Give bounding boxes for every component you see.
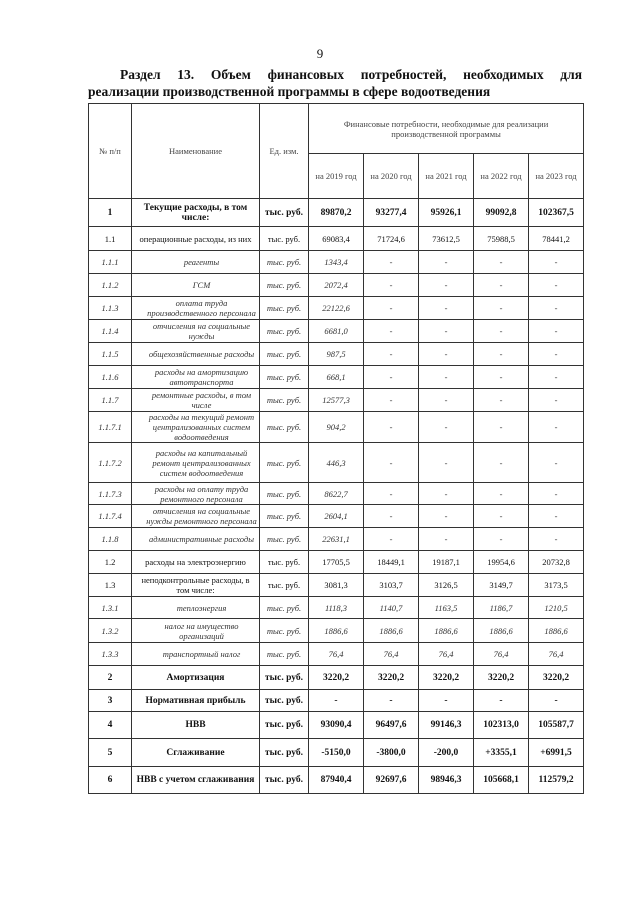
row-value: - bbox=[364, 412, 419, 443]
header-year: на 2019 год bbox=[309, 154, 364, 199]
row-value: - bbox=[474, 343, 529, 366]
row-name: административные расходы bbox=[132, 528, 260, 551]
row-value: - bbox=[529, 343, 584, 366]
row-value: 69083,4 bbox=[309, 227, 364, 251]
row-value: 1118,3 bbox=[309, 597, 364, 619]
row-unit: тыс. руб. bbox=[260, 574, 309, 597]
row-value: - bbox=[529, 528, 584, 551]
row-number: 5 bbox=[89, 739, 132, 767]
row-value: 1886,6 bbox=[309, 619, 364, 643]
row-unit: тыс. руб. bbox=[260, 619, 309, 643]
row-number: 1.1.2 bbox=[89, 274, 132, 297]
row-number: 1.1.4 bbox=[89, 320, 132, 343]
row-value: 3149,7 bbox=[474, 574, 529, 597]
row-value: 1186,7 bbox=[474, 597, 529, 619]
row-unit: тыс. руб. bbox=[260, 320, 309, 343]
row-value: 3103,7 bbox=[364, 574, 419, 597]
table-row bbox=[89, 619, 584, 643]
row-value: - bbox=[474, 320, 529, 343]
row-value: - bbox=[529, 274, 584, 297]
row-number: 1.1.7.4 bbox=[89, 505, 132, 528]
row-value: - bbox=[419, 412, 474, 443]
row-value: - bbox=[474, 690, 529, 712]
row-unit: тыс. руб. bbox=[260, 274, 309, 297]
row-value: - bbox=[474, 274, 529, 297]
row-value: 96497,6 bbox=[364, 712, 419, 739]
row-unit: тыс. руб. bbox=[260, 767, 309, 794]
row-number: 1.1.1 bbox=[89, 251, 132, 274]
row-value: 78441,2 bbox=[529, 227, 584, 251]
row-number: 4 bbox=[89, 712, 132, 739]
row-value: - bbox=[474, 389, 529, 412]
table-row bbox=[89, 251, 584, 274]
row-value: 3126,5 bbox=[419, 574, 474, 597]
table-row bbox=[89, 443, 584, 483]
row-number: 1.1.7.1 bbox=[89, 412, 132, 443]
table-row bbox=[89, 690, 584, 712]
row-value: 1163,5 bbox=[419, 597, 474, 619]
row-value: 102367,5 bbox=[529, 199, 584, 227]
row-name: НВВ bbox=[132, 712, 260, 739]
row-value: - bbox=[419, 690, 474, 712]
row-value: - bbox=[309, 690, 364, 712]
row-unit: тыс. руб. bbox=[260, 597, 309, 619]
header-year: на 2020 год bbox=[364, 154, 419, 199]
row-value: 22631,1 bbox=[309, 528, 364, 551]
row-value: - bbox=[529, 690, 584, 712]
row-value: - bbox=[364, 251, 419, 274]
row-unit: тыс. руб. bbox=[260, 443, 309, 483]
row-name: общехозяйственные расходы bbox=[132, 343, 260, 366]
row-value: 112579,2 bbox=[529, 767, 584, 794]
financial-needs-table bbox=[88, 103, 584, 794]
row-value: - bbox=[419, 483, 474, 505]
row-value: 89870,2 bbox=[309, 199, 364, 227]
row-value: 99092,8 bbox=[474, 199, 529, 227]
row-value: 76,4 bbox=[309, 643, 364, 666]
row-value: 18449,1 bbox=[364, 551, 419, 574]
row-name: неподконтрольные расходы, в том числе: bbox=[132, 574, 260, 597]
row-value: -5150,0 bbox=[309, 739, 364, 767]
row-unit: тыс. руб. bbox=[260, 739, 309, 767]
row-name: расходы на оплату труда ремонтного персонала bbox=[132, 483, 260, 505]
row-value: 71724,6 bbox=[364, 227, 419, 251]
row-name: теплоэнергия bbox=[132, 597, 260, 619]
row-unit: тыс. руб. bbox=[260, 712, 309, 739]
row-value: - bbox=[474, 505, 529, 528]
row-unit: тыс. руб. bbox=[260, 389, 309, 412]
row-number: 1.3 bbox=[89, 574, 132, 597]
header-year: на 2023 год bbox=[529, 154, 584, 199]
row-value: - bbox=[419, 389, 474, 412]
row-value: 3220,2 bbox=[364, 666, 419, 690]
row-value: - bbox=[364, 366, 419, 389]
row-unit: тыс. руб. bbox=[260, 528, 309, 551]
row-value: - bbox=[364, 389, 419, 412]
header-year: на 2021 год bbox=[419, 154, 474, 199]
table-row bbox=[89, 320, 584, 343]
row-value: - bbox=[474, 483, 529, 505]
row-value: - bbox=[364, 528, 419, 551]
row-value: 8622,7 bbox=[309, 483, 364, 505]
row-value: 99146,3 bbox=[419, 712, 474, 739]
row-unit: тыс. руб. bbox=[260, 551, 309, 574]
table-row bbox=[89, 767, 584, 794]
table-row bbox=[89, 597, 584, 619]
header-financial-needs: Финансовые потребности, необходимые для реализации производственной программы bbox=[309, 104, 584, 154]
row-name: операционные расходы, из них bbox=[132, 227, 260, 251]
row-name: расходы на текущий ремонт централизованных систем водоотведения bbox=[132, 412, 260, 443]
row-unit: тыс. руб. bbox=[260, 251, 309, 274]
row-number: 6 bbox=[89, 767, 132, 794]
row-value: 98946,3 bbox=[419, 767, 474, 794]
row-value: - bbox=[419, 297, 474, 320]
row-value: 987,5 bbox=[309, 343, 364, 366]
row-name: расходы на амортизацию автотранспорта bbox=[132, 366, 260, 389]
row-value: 6681,0 bbox=[309, 320, 364, 343]
row-value: 76,4 bbox=[474, 643, 529, 666]
table-row bbox=[89, 712, 584, 739]
row-value: 92697,6 bbox=[364, 767, 419, 794]
row-number: 1.1.7.3 bbox=[89, 483, 132, 505]
row-value: 105668,1 bbox=[474, 767, 529, 794]
row-value: -3800,0 bbox=[364, 739, 419, 767]
row-number: 2 bbox=[89, 666, 132, 690]
row-value: - bbox=[529, 389, 584, 412]
row-value: 76,4 bbox=[419, 643, 474, 666]
row-value: - bbox=[419, 528, 474, 551]
row-number: 1.1 bbox=[89, 227, 132, 251]
row-unit: тыс. руб. bbox=[260, 199, 309, 227]
section-title-line-2: реализации производственной программы в сфере водоотведения bbox=[88, 84, 491, 99]
table-row bbox=[89, 483, 584, 505]
row-value: - bbox=[474, 366, 529, 389]
row-value: 904,2 bbox=[309, 412, 364, 443]
row-value: 76,4 bbox=[364, 643, 419, 666]
row-name: транспортный налог bbox=[132, 643, 260, 666]
row-value: - bbox=[419, 505, 474, 528]
row-value: 3173,5 bbox=[529, 574, 584, 597]
table-row bbox=[89, 297, 584, 320]
table-row bbox=[89, 389, 584, 412]
row-value: 76,4 bbox=[529, 643, 584, 666]
row-number: 1.1.7.2 bbox=[89, 443, 132, 483]
row-value: 87940,4 bbox=[309, 767, 364, 794]
row-name: Амортизация bbox=[132, 666, 260, 690]
row-value: 1210,5 bbox=[529, 597, 584, 619]
table-row bbox=[89, 343, 584, 366]
row-value: - bbox=[364, 505, 419, 528]
row-name: реагенты bbox=[132, 251, 260, 274]
row-value: - bbox=[364, 690, 419, 712]
row-name: Текущие расходы, в том числе: bbox=[132, 199, 260, 227]
row-value: 2604,1 bbox=[309, 505, 364, 528]
row-value: - bbox=[364, 274, 419, 297]
row-value: - bbox=[474, 528, 529, 551]
row-value: 1886,6 bbox=[364, 619, 419, 643]
row-number: 3 bbox=[89, 690, 132, 712]
row-value: +3355,1 bbox=[474, 739, 529, 767]
table-row bbox=[89, 505, 584, 528]
row-value: - bbox=[529, 412, 584, 443]
row-value: - bbox=[419, 274, 474, 297]
row-value: 105587,7 bbox=[529, 712, 584, 739]
row-value: +6991,5 bbox=[529, 739, 584, 767]
row-value: 20732,8 bbox=[529, 551, 584, 574]
row-value: 12577,3 bbox=[309, 389, 364, 412]
row-unit: тыс. руб. bbox=[260, 666, 309, 690]
row-value: 19954,6 bbox=[474, 551, 529, 574]
row-name: расходы на капитальный ремонт централизованных систем водоотведения bbox=[132, 443, 260, 483]
table-row bbox=[89, 574, 584, 597]
row-value: 3220,2 bbox=[474, 666, 529, 690]
table-row bbox=[89, 643, 584, 666]
row-number: 1.1.7 bbox=[89, 389, 132, 412]
row-value: 3220,2 bbox=[529, 666, 584, 690]
row-value: - bbox=[529, 251, 584, 274]
row-number: 1.3.2 bbox=[89, 619, 132, 643]
row-value: - bbox=[364, 320, 419, 343]
row-value: - bbox=[364, 343, 419, 366]
row-value: 2072,4 bbox=[309, 274, 364, 297]
row-value: - bbox=[419, 251, 474, 274]
table-row bbox=[89, 227, 584, 251]
row-value: - bbox=[529, 505, 584, 528]
row-unit: тыс. руб. bbox=[260, 227, 309, 251]
row-unit: тыс. руб. bbox=[260, 690, 309, 712]
row-value: -200,0 bbox=[419, 739, 474, 767]
row-value: - bbox=[474, 297, 529, 320]
table-row bbox=[89, 412, 584, 443]
row-value: 3081,3 bbox=[309, 574, 364, 597]
row-value: - bbox=[529, 320, 584, 343]
row-value: 1140,7 bbox=[364, 597, 419, 619]
table-row bbox=[89, 366, 584, 389]
row-value: - bbox=[419, 320, 474, 343]
row-value: 75988,5 bbox=[474, 227, 529, 251]
page-number: 9 bbox=[316, 46, 324, 61]
row-value: 93277,4 bbox=[364, 199, 419, 227]
header-name: Наименование bbox=[132, 104, 260, 199]
row-number: 1 bbox=[89, 199, 132, 227]
row-unit: тыс. руб. bbox=[260, 483, 309, 505]
row-value: 17705,5 bbox=[309, 551, 364, 574]
row-value: 1886,6 bbox=[529, 619, 584, 643]
row-number: 1.1.3 bbox=[89, 297, 132, 320]
row-value: - bbox=[419, 366, 474, 389]
row-value: 446,3 bbox=[309, 443, 364, 483]
row-value: - bbox=[364, 443, 419, 483]
table-row bbox=[89, 666, 584, 690]
row-value: 1343,4 bbox=[309, 251, 364, 274]
row-value: 668,1 bbox=[309, 366, 364, 389]
row-unit: тыс. руб. bbox=[260, 343, 309, 366]
row-value: - bbox=[364, 297, 419, 320]
section-title-line-1: Раздел 13. Объем финансовых потребностей, необходимых для bbox=[120, 67, 582, 82]
row-name: НВВ с учетом сглаживания bbox=[132, 767, 260, 794]
row-unit: тыс. руб. bbox=[260, 297, 309, 320]
section-title bbox=[88, 66, 582, 100]
row-value: - bbox=[529, 443, 584, 483]
row-unit: тыс. руб. bbox=[260, 643, 309, 666]
row-number: 1.1.8 bbox=[89, 528, 132, 551]
table-row bbox=[89, 551, 584, 574]
row-name: расходы на электроэнергию bbox=[132, 551, 260, 574]
table-row bbox=[89, 199, 584, 227]
row-name: ГСМ bbox=[132, 274, 260, 297]
row-unit: тыс. руб. bbox=[260, 505, 309, 528]
row-value: 73612,5 bbox=[419, 227, 474, 251]
row-number: 1.2 bbox=[89, 551, 132, 574]
row-name: ремонтные расходы, в том числе bbox=[132, 389, 260, 412]
row-name: налог на имущество организаций bbox=[132, 619, 260, 643]
row-name: оплата труда производственного персонала bbox=[132, 297, 260, 320]
table-row bbox=[89, 739, 584, 767]
row-name: отчисления на социальные нужды bbox=[132, 320, 260, 343]
row-value: - bbox=[474, 251, 529, 274]
row-value: 1886,6 bbox=[419, 619, 474, 643]
row-value: 22122,6 bbox=[309, 297, 364, 320]
row-number: 1.1.6 bbox=[89, 366, 132, 389]
row-value: 3220,2 bbox=[309, 666, 364, 690]
row-value: - bbox=[529, 297, 584, 320]
row-value: - bbox=[474, 412, 529, 443]
header-number: № п/п bbox=[89, 104, 132, 199]
row-unit: тыс. руб. bbox=[260, 412, 309, 443]
table-row bbox=[89, 274, 584, 297]
row-value: 1886,6 bbox=[474, 619, 529, 643]
row-number: 1.3.3 bbox=[89, 643, 132, 666]
row-value: - bbox=[364, 483, 419, 505]
row-value: - bbox=[529, 366, 584, 389]
row-value: 95926,1 bbox=[419, 199, 474, 227]
row-value: - bbox=[474, 443, 529, 483]
row-name: Нормативная прибыль bbox=[132, 690, 260, 712]
row-value: - bbox=[419, 343, 474, 366]
row-value: 93090,4 bbox=[309, 712, 364, 739]
row-unit: тыс. руб. bbox=[260, 366, 309, 389]
row-value: 3220,2 bbox=[419, 666, 474, 690]
row-value: 19187,1 bbox=[419, 551, 474, 574]
row-name: отчисления на социальные нужды ремонтного персонала bbox=[132, 505, 260, 528]
table-row bbox=[89, 528, 584, 551]
row-value: - bbox=[419, 443, 474, 483]
row-number: 1.3.1 bbox=[89, 597, 132, 619]
header-unit: Ед. изм. bbox=[260, 104, 309, 199]
row-name: Сглаживание bbox=[132, 739, 260, 767]
row-value: - bbox=[529, 483, 584, 505]
header-year: на 2022 год bbox=[474, 154, 529, 199]
row-value: 102313,0 bbox=[474, 712, 529, 739]
row-number: 1.1.5 bbox=[89, 343, 132, 366]
